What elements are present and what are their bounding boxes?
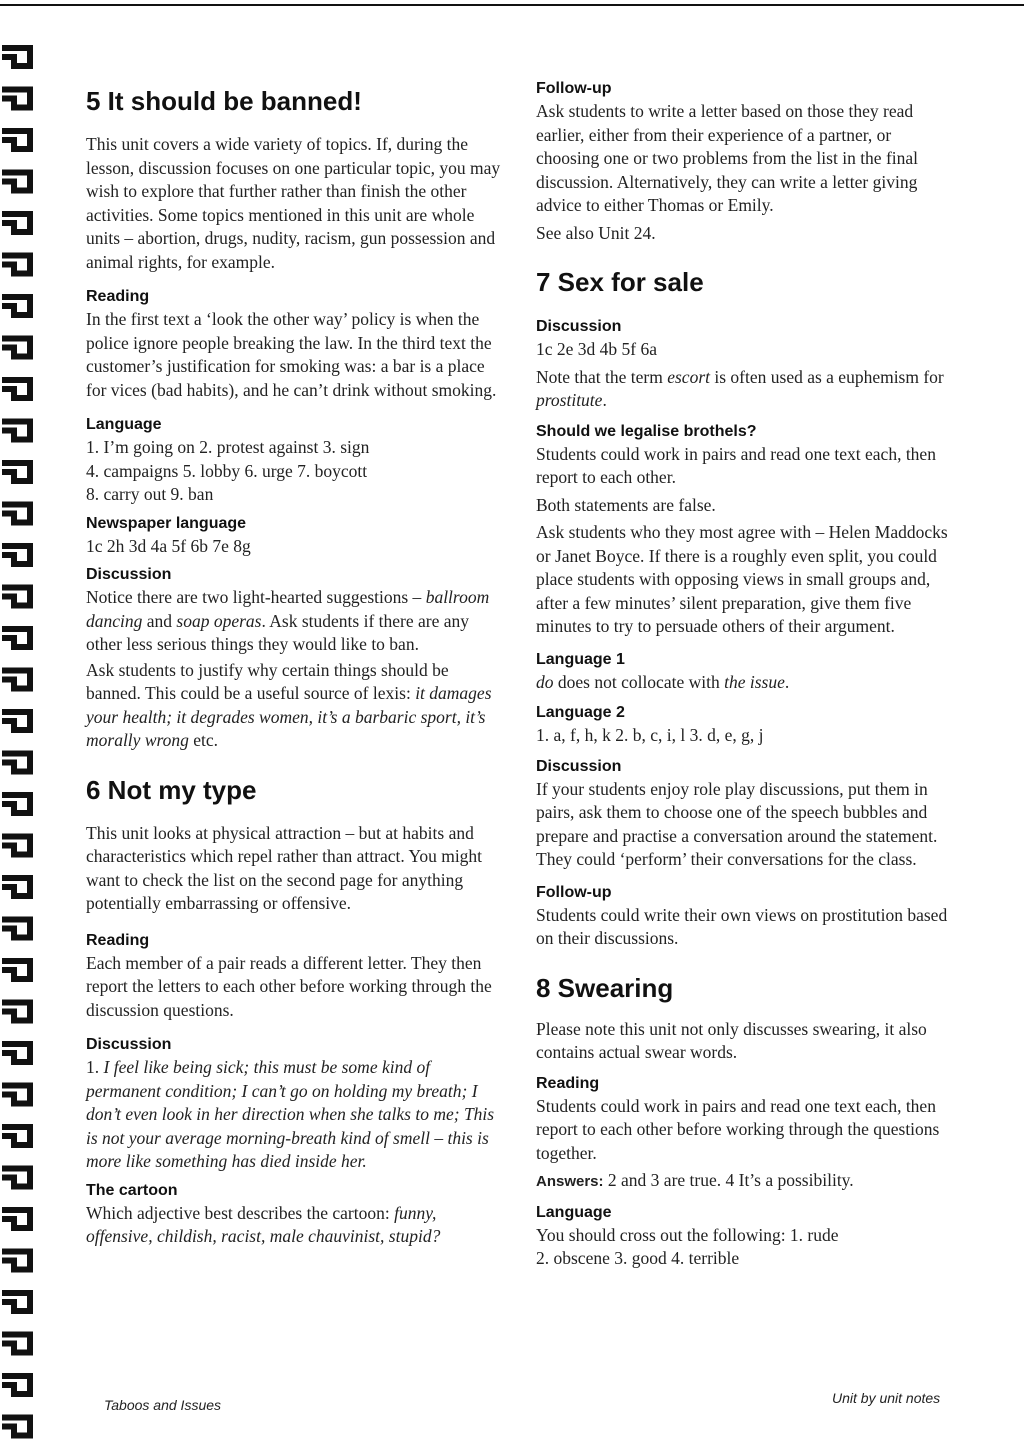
spiral-loop [2,671,30,689]
unit6-discussion-text: 1. I feel like being sick; this must be some kind of permanent condition; I can’t go on holding my breath; I don’t even look in her direction when she talks to me; This is not your average morning-breath kind of smell – this is more like something has died inside her. [86,1057,495,1171]
unit6-title: 6 Not my type [86,774,257,805]
unit7-language1-text: do does not collocate with the issue. [536,671,790,692]
spiral-loop [2,1252,30,1270]
unit7-discussion-answers: 1c 2e 3d 4b 5f 6a [536,339,658,359]
spiral-loop [2,1293,30,1311]
unit7-followup-text: Students could write their own views on prostitution based on their discussions. [536,904,948,948]
spiral-loop [2,339,30,357]
unit5-language-line2: 4. campaigns 5. lobby 6. urge 7. boycott [86,460,368,481]
footer-left: Taboos and Issues [104,1397,222,1413]
unit8-language-line1: You should cross out the following: 1. rude [536,1224,839,1245]
spiral-loop [2,214,30,232]
unit7-discussion2-heading: Discussion [536,757,622,775]
spiral-loop [2,297,30,315]
left-column [86,80,506,1249]
unit5-language-line3: 8. carry out 9. ban [86,484,214,504]
spiral-loop [2,380,30,398]
unit6-discussion-heading: Discussion [86,1036,172,1053]
spiral-loop [2,1127,30,1145]
unit5-discussion-p1: Notice there are two light-hearted suggestions – ballroom dancing and soap operas. Ask students if there are any other less serious things they would like to ban. [86,587,490,654]
spiral-loop [2,1169,30,1187]
spiral-loop [2,795,30,813]
unit8-reading-text: Students could work in pairs and read one text each, then report to each other before working through the questions together. [536,1095,940,1163]
spiral-loop [2,712,30,730]
spiral-loop [2,961,30,979]
spiral-loop [2,505,30,523]
spiral-loop [2,1418,30,1436]
spiral-loop [2,48,30,66]
spiral-loop [2,1003,30,1021]
unit8-intro: Please note this unit not only discusses swearing, it also contains actual swear words. [536,1018,927,1062]
unit7-brothels-p3: Ask students who they most agree with – Helen Maddocks or Janet Boyce. If there is a roughly even split, you could place students with opposing views in small groups and, after a few minutes’ silent preparation, give them five minutes to try to persuade others of their argument. [536,522,948,636]
spiral-loop [2,1044,30,1062]
right-column [536,80,956,1271]
followup-top-heading: Follow-up [536,80,612,97]
unit7-title: 7 Sex for sale [536,267,704,297]
unit8-answers: Answers: 2 and 3 are true. 4 It’s a possibility. [536,1170,854,1190]
spiral-loop [2,463,30,481]
spiral-loop [2,422,30,440]
spiral-loop [2,131,30,149]
unit8-language-heading: Language [536,1203,612,1221]
spiral-loop [2,173,30,191]
unit8-language-line2: 2. obscene 3. good 4. terrible [536,1248,740,1268]
unit7-brothels-p2: Both statements are false. [536,494,716,515]
unit7-brothels-p1: Students could work in pairs and read one text each, then report to each other. [536,443,936,487]
unit7-brothels-heading: Should we legalise brothels? [536,422,757,440]
unit7-note: Note that the term escort is often used as a euphemism for prostitute. [536,366,944,410]
spiral-loop [2,837,30,855]
spiral-loop [2,588,30,606]
unit6-reading-heading: Reading [86,931,150,949]
unit8-reading-heading: Reading [536,1074,600,1092]
unit5-newspaper-answers: 1c 2h 3d 4a 5f 6b 7e 8g [86,535,251,556]
spiral-loop [2,629,30,647]
unit5-intro: This unit covers a wide variety of topics. If, during the lesson, discussion focuses on one particular topic, you may wish to explore that further rather than finish the other activities. Some topics mentioned in this unit are whole units – abortion, drugs, nudity, racism, gun possession and animal rights, for example. [86,134,501,272]
spiral-loop [2,256,30,274]
spiral-loop [2,920,30,938]
unit7-followup-heading: Follow-up [536,883,612,901]
unit7-language2-text: 1. a, f, h, k 2. b, c, i, l 3. d, e, g, j [536,725,764,745]
unit6-cartoon-heading: The cartoon [86,1181,178,1199]
unit5-language-heading: Language [86,416,162,433]
unit5-reading-text: In the first text a ‘look the other way’ policy is when the police ignore people breaking the law. In the third text the customer’s justification for smoking was: a bar is a place for vices (bad habits), and he can’t drink without smoking. [86,309,497,400]
unit7-discussion2-text: If your students enjoy role play discussions, put them in pairs, ask them to choose one of the speech bubbles and prepare and practise a conversation around the statement. They could ‘perform’ their conversations for the class. [536,778,938,869]
unit5-discussion-p2: Ask students to justify why certain things should be banned. This could be a useful source of lexis: it damages your health; it degrades women, it’s a barbaric sport, it’s morally wrong etc. [86,659,492,750]
spiral-loop [2,1210,30,1228]
unit7-language2-heading: Language 2 [536,704,625,721]
unit5-newspaper-heading: Newspaper language [86,514,247,532]
footer-right: Unit by unit notes [832,1390,941,1406]
followup-top-text: Ask students to write a letter based on those they read earlier, either from their experience of a partner, or choosing one or two problems from the list in the final discussion. Alternatively, they can write a letter giving advice to either Thomas or Emily. [536,101,919,215]
unit6-cartoon-text: Which adjective best describes the cartoon: funny, offensive, childish, racist, male chauvinist, stupid? [86,1202,441,1246]
spiral-loop [2,90,30,108]
unit5-reading-heading: Reading [86,288,150,305]
spiral-loop [2,546,30,564]
unit7-language1-heading: Language 1 [536,650,625,668]
spiral-loop [2,878,30,896]
spiral-loop [2,1335,30,1353]
spiral-loop [2,1086,30,1104]
spiral-loop [2,754,30,772]
unit5-language-line1: 1. I’m going on 2. protest against 3. sign [86,437,370,457]
unit6-reading-text: Each member of a pair reads a different letter. They then report the letters to each other before working through the discussion questions. [86,952,492,1020]
spiral-binding-icon [0,40,44,1440]
unit5-discussion-heading: Discussion [86,566,172,583]
see-also-text: See also Unit 24. [536,222,656,243]
unit5-title: 5 It should be banned! [86,86,362,116]
unit8-title: 8 Swearing [536,972,674,1003]
unit6-intro: This unit looks at physical attraction – but at habits and characteristics which repel rather than attract. You might want to check the list on the second page for anything potentially embarrassing or offensive. [86,822,483,913]
unit7-discussion-heading: Discussion [536,318,622,335]
spiral-loop [2,1376,30,1394]
top-edge-line [0,4,1024,6]
